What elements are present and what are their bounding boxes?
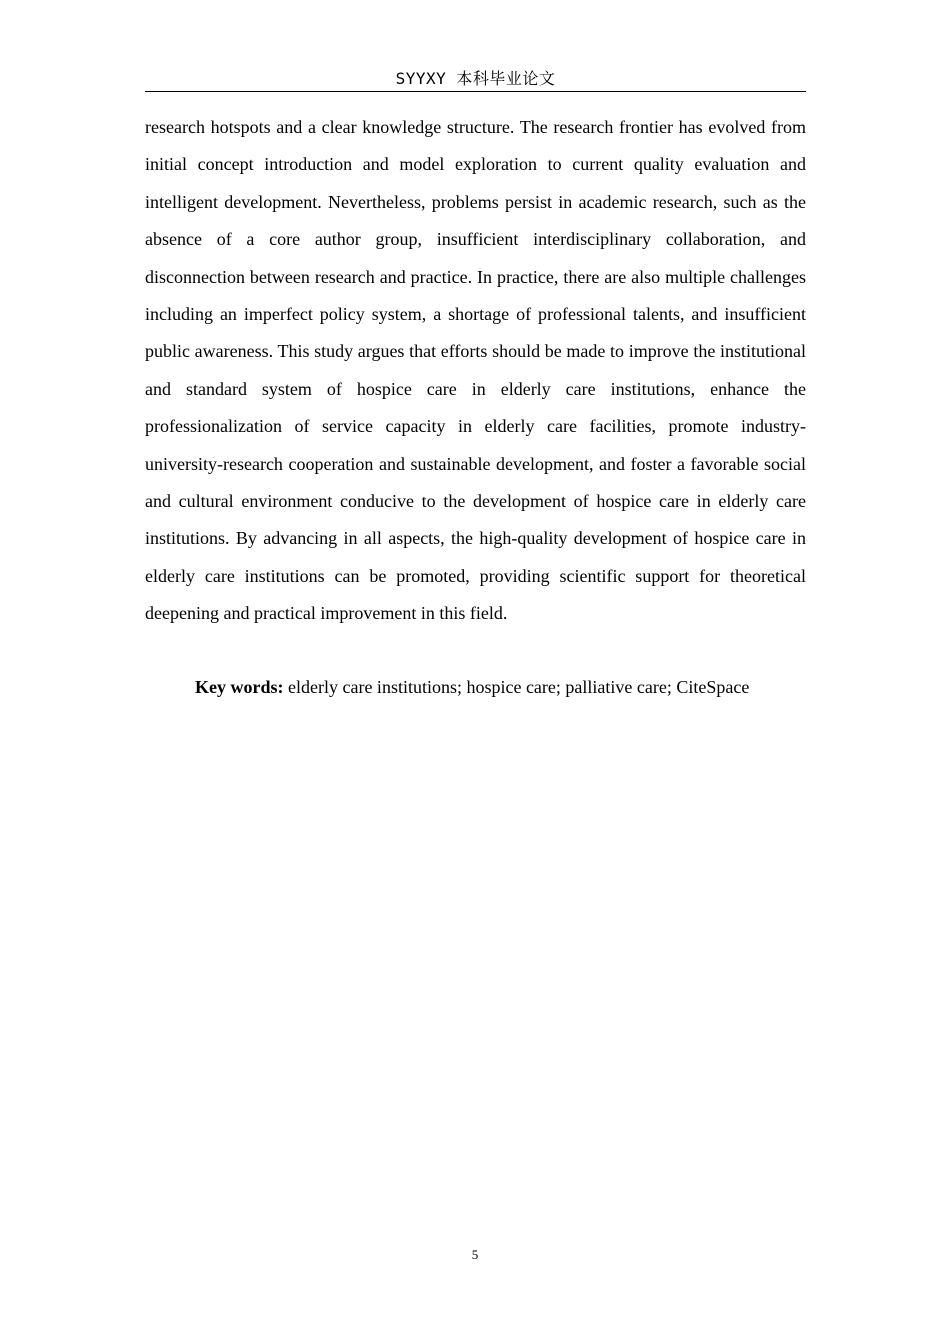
running-header: SYYXY 本科毕业论文 [395,69,556,88]
keywords-text: elderly care institutions; hospice care; palliative care; CiteSpace [283,677,750,697]
keywords-line [145,669,806,706]
page-number: 5 [471,1247,479,1262]
header-rule [145,91,806,92]
keywords-label: Key words: [195,677,284,697]
abstract-paragraph: research hotspots and a clear knowledge structure. The research frontier has evolved from initial concept introduction and model exploration to current quality evaluation and intelligent development. Nevertheless, problems persist in academic research, such as the absence of a core author group, insufficient interdisciplinary collaboration, and disconnection between research and practice. In practice, there are also multiple challenges including an imperfect policy system, a shortage of professional talents, and insufficient public awareness. This study argues that efforts should be made to improve the institutional and standard system of hospice care in elderly care institutions, enhance the professionalization of service capacity in elderly care facilities, promote industry-university-research cooperation and sustainable development, and foster a favorable social and cultural environment conducive to the development of hospice care in elderly care institutions. By advancing in all aspects, the high-quality development of hospice care in elderly care institutions can be promoted, providing scientific support for theoretical deepening and practical improvement in this field. [145,117,806,624]
